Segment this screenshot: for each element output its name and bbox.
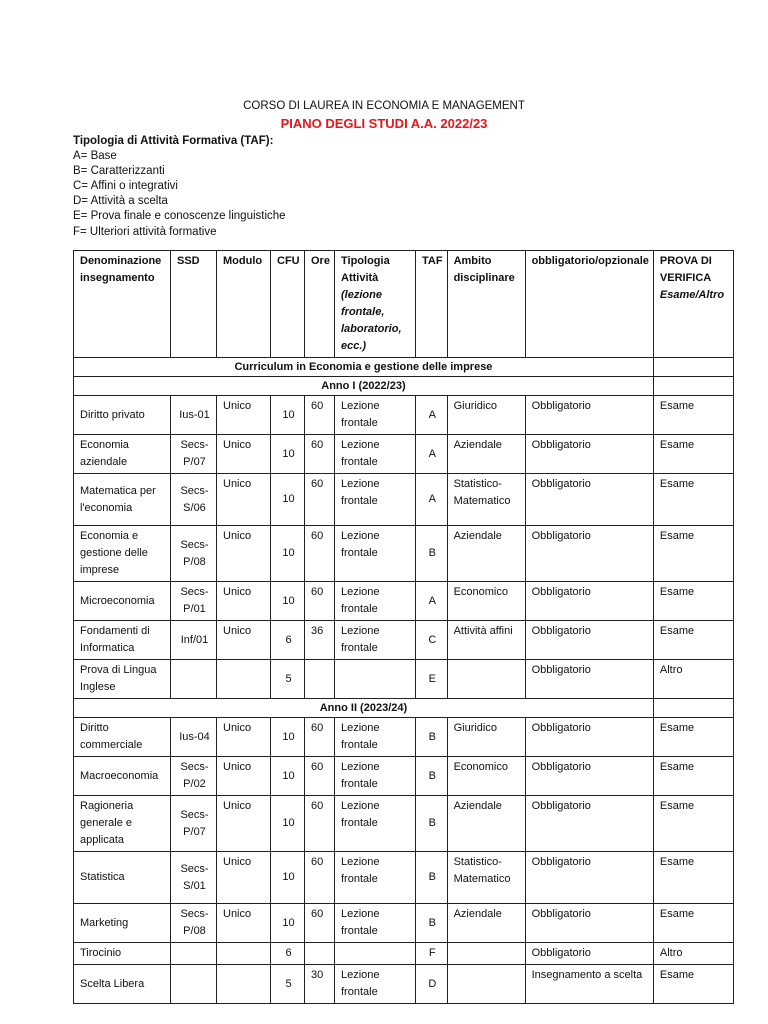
- cell-ambito: Attività affini: [447, 621, 525, 660]
- cell-cfu: 10: [271, 526, 305, 582]
- cell-name: Scelta Libera: [74, 965, 171, 1004]
- cell-prova: Esame: [653, 396, 733, 435]
- cell-ambito: Giuridico: [447, 396, 525, 435]
- header-ambito: Ambito disciplinare: [447, 251, 525, 358]
- cell-ambito: Giuridico: [447, 718, 525, 757]
- cell-ambito: Aziendale: [447, 796, 525, 852]
- cell-ambito: [447, 943, 525, 965]
- cell-ore: [305, 660, 335, 699]
- cell-modulo: [217, 943, 271, 965]
- study-plan-table: [73, 250, 734, 1004]
- cell-cfu: 10: [271, 718, 305, 757]
- cell-ambito: Economico: [447, 582, 525, 621]
- cell-taf: B: [416, 904, 448, 943]
- cell-cfu: 6: [271, 621, 305, 660]
- cell-ore: 60: [305, 904, 335, 943]
- cell-obbl: Obbligatorio: [525, 621, 653, 660]
- cell-ambito: [447, 965, 525, 1004]
- cell-ambito: Aziendale: [447, 526, 525, 582]
- taf-legend-item: F= Ulteriori attività formative: [73, 225, 217, 238]
- cell-tipologia: Lezione frontale: [335, 718, 416, 757]
- cell-tipologia: Lezione frontale: [335, 526, 416, 582]
- cell-taf: D: [416, 965, 448, 1004]
- cell-modulo: Unico: [217, 796, 271, 852]
- header-prova-label: PROVA DI VERIFICA: [659, 255, 712, 284]
- empty-cell: [653, 377, 733, 396]
- cell-ssd: Secs-S/01: [171, 852, 217, 904]
- table-row: [74, 526, 734, 582]
- cell-prova: Esame: [653, 582, 733, 621]
- cell-ssd: Secs-P/08: [171, 526, 217, 582]
- cell-modulo: Unico: [217, 474, 271, 526]
- cell-obbl: Obbligatorio: [525, 718, 653, 757]
- table-body: [74, 358, 734, 1004]
- cell-name: Fondamenti di Informatica: [74, 621, 171, 660]
- table-row: [74, 796, 734, 852]
- cell-modulo: Unico: [217, 435, 271, 474]
- cell-obbl: Obbligatorio: [525, 660, 653, 699]
- year-label: Anno I (2022/23): [74, 377, 654, 396]
- cell-cfu: 5: [271, 660, 305, 699]
- cell-tipologia: Lezione frontale: [335, 621, 416, 660]
- curriculum-label: Curriculum in Economia e gestione delle imprese: [74, 358, 654, 377]
- course-title: CORSO DI LAUREA IN ECONOMIA E MANAGEMENT: [243, 100, 525, 112]
- empty-cell: [653, 699, 733, 718]
- cell-taf: A: [416, 396, 448, 435]
- cell-taf: A: [416, 474, 448, 526]
- cell-modulo: [217, 660, 271, 699]
- cell-name: Microeconomia: [74, 582, 171, 621]
- cell-cfu: 10: [271, 796, 305, 852]
- cell-obbl: Obbligatorio: [525, 396, 653, 435]
- cell-modulo: Unico: [217, 757, 271, 796]
- cell-tipologia: Lezione frontale: [335, 904, 416, 943]
- cell-ssd: Secs-P/08: [171, 904, 217, 943]
- cell-prova: Altro: [653, 943, 733, 965]
- cell-ssd: Inf/01: [171, 621, 217, 660]
- header-cfu: CFU: [271, 251, 305, 358]
- header-tipologia: [335, 251, 416, 358]
- cell-ore: 60: [305, 396, 335, 435]
- cell-modulo: Unico: [217, 904, 271, 943]
- cell-prova: Esame: [653, 621, 733, 660]
- cell-ambito: [447, 660, 525, 699]
- cell-tipologia: Lezione frontale: [335, 396, 416, 435]
- cell-obbl: Obbligatorio: [525, 582, 653, 621]
- cell-obbl: Obbligatorio: [525, 526, 653, 582]
- table-row: [74, 904, 734, 943]
- table-row: [74, 965, 734, 1004]
- cell-prova: Esame: [653, 757, 733, 796]
- cell-ore: [305, 943, 335, 965]
- cell-obbl: Obbligatorio: [525, 435, 653, 474]
- header-prova-note: Esame/Altro: [659, 289, 725, 301]
- cell-cfu: 10: [271, 904, 305, 943]
- cell-tipologia: [335, 660, 416, 699]
- taf-legend-item: D= Attività a scelta: [73, 195, 168, 208]
- cell-taf: B: [416, 796, 448, 852]
- cell-ore: 60: [305, 435, 335, 474]
- taf-legend-item: A= Base: [73, 150, 117, 163]
- cell-name: Diritto commerciale: [74, 718, 171, 757]
- header-tipologia-label: Tipologia Attività: [341, 255, 390, 284]
- cell-cfu: 10: [271, 396, 305, 435]
- cell-modulo: Unico: [217, 852, 271, 904]
- cell-ssd: Ius-01: [171, 396, 217, 435]
- cell-taf: C: [416, 621, 448, 660]
- cell-tipologia: Lezione frontale: [335, 474, 416, 526]
- header-denominazione: Denominazione insegnamento: [74, 251, 171, 358]
- cell-cfu: 10: [271, 474, 305, 526]
- cell-cfu: 10: [271, 852, 305, 904]
- cell-taf: B: [416, 718, 448, 757]
- table-row: [74, 396, 734, 435]
- cell-ambito: Aziendale: [447, 435, 525, 474]
- cell-ambito: Economico: [447, 757, 525, 796]
- cell-ssd: Ius-04: [171, 718, 217, 757]
- cell-name: Diritto privato: [74, 396, 171, 435]
- cell-taf: E: [416, 660, 448, 699]
- cell-ore: 60: [305, 474, 335, 526]
- cell-name: Ragioneria generale e applicata: [74, 796, 171, 852]
- cell-cfu: 5: [271, 965, 305, 1004]
- cell-prova: Esame: [653, 718, 733, 757]
- cell-name: Matematica per l'economia: [74, 474, 171, 526]
- cell-modulo: Unico: [217, 621, 271, 660]
- cell-name: Macroeconomia: [74, 757, 171, 796]
- cell-prova: Altro: [653, 660, 733, 699]
- cell-ore: 60: [305, 796, 335, 852]
- cell-ssd: Secs-S/06: [171, 474, 217, 526]
- cell-ssd: Secs-P/07: [171, 796, 217, 852]
- cell-obbl: Obbligatorio: [525, 757, 653, 796]
- cell-prova: Esame: [653, 435, 733, 474]
- header-modulo: Modulo: [217, 251, 271, 358]
- cell-cfu: 6: [271, 943, 305, 965]
- header-prova: [653, 251, 733, 358]
- cell-ore: 36: [305, 621, 335, 660]
- table-header-row: [74, 251, 734, 358]
- cell-modulo: Unico: [217, 582, 271, 621]
- header-obbligatorio: obbligatorio/opzionale: [525, 251, 653, 358]
- year-label: Anno II (2023/24): [74, 699, 654, 718]
- taf-legend-item: B= Caratterizzanti: [73, 165, 165, 178]
- cell-taf: B: [416, 526, 448, 582]
- year-row: [74, 377, 734, 396]
- cell-obbl: Obbligatorio: [525, 796, 653, 852]
- study-plan-title: PIANO DEGLI STUDI A.A. 2022/23: [280, 116, 488, 131]
- table-row: [74, 852, 734, 904]
- cell-tipologia: Lezione frontale: [335, 582, 416, 621]
- cell-obbl: Obbligatorio: [525, 852, 653, 904]
- table-row: [74, 474, 734, 526]
- header-taf: TAF: [416, 251, 448, 358]
- cell-obbl: Insegnamento a scelta: [525, 965, 653, 1004]
- cell-tipologia: Lezione frontale: [335, 965, 416, 1004]
- cell-modulo: [217, 965, 271, 1004]
- cell-ore: 60: [305, 582, 335, 621]
- table-row: [74, 660, 734, 699]
- cell-tipologia: [335, 943, 416, 965]
- cell-prova: Esame: [653, 904, 733, 943]
- cell-ore: 30: [305, 965, 335, 1004]
- table-row: [74, 621, 734, 660]
- cell-prova: Esame: [653, 526, 733, 582]
- cell-name: Economia aziendale: [74, 435, 171, 474]
- taf-legend: [73, 134, 286, 240]
- cell-ore: 60: [305, 757, 335, 796]
- table-row: [74, 757, 734, 796]
- cell-modulo: Unico: [217, 396, 271, 435]
- cell-ssd: Secs-P/07: [171, 435, 217, 474]
- cell-taf: A: [416, 582, 448, 621]
- cell-prova: Esame: [653, 796, 733, 852]
- cell-name: Economia e gestione delle imprese: [74, 526, 171, 582]
- taf-legend-item: E= Prova finale e conoscenze linguistiche: [73, 210, 286, 223]
- table-row: [74, 435, 734, 474]
- cell-tipologia: Lezione frontale: [335, 757, 416, 796]
- cell-ambito: Statistico-Matematico: [447, 474, 525, 526]
- cell-ambito: Aziendale: [447, 904, 525, 943]
- taf-legend-title: Tipologia di Attività Formativa (TAF):: [73, 135, 274, 147]
- table-row: [74, 718, 734, 757]
- empty-cell: [653, 358, 733, 377]
- cell-name: Prova di Lingua Inglese: [74, 660, 171, 699]
- cell-obbl: Obbligatorio: [525, 943, 653, 965]
- header-tipologia-note: (lezione frontale, laboratorio, ecc.): [341, 289, 402, 352]
- cell-ore: 60: [305, 526, 335, 582]
- cell-ssd: [171, 660, 217, 699]
- cell-ore: 60: [305, 718, 335, 757]
- cell-prova: Esame: [653, 474, 733, 526]
- cell-name: Statistica: [74, 852, 171, 904]
- cell-taf: F: [416, 943, 448, 965]
- cell-ssd: [171, 943, 217, 965]
- cell-taf: B: [416, 852, 448, 904]
- cell-ambito: Statistico-Matematico: [447, 852, 525, 904]
- cell-ore: 60: [305, 852, 335, 904]
- curriculum-row: [74, 358, 734, 377]
- cell-ssd: Secs-P/01: [171, 582, 217, 621]
- cell-obbl: Obbligatorio: [525, 474, 653, 526]
- cell-ssd: [171, 965, 217, 1004]
- year-row: [74, 699, 734, 718]
- cell-taf: B: [416, 757, 448, 796]
- header-ssd: SSD: [171, 251, 217, 358]
- cell-prova: Esame: [653, 852, 733, 904]
- cell-modulo: Unico: [217, 526, 271, 582]
- table-row: [74, 943, 734, 965]
- taf-legend-item: C= Affini o integrativi: [73, 180, 178, 193]
- cell-ssd: Secs-P/02: [171, 757, 217, 796]
- cell-cfu: 10: [271, 435, 305, 474]
- cell-name: Tirocinio: [74, 943, 171, 965]
- cell-taf: A: [416, 435, 448, 474]
- cell-cfu: 10: [271, 757, 305, 796]
- cell-cfu: 10: [271, 582, 305, 621]
- cell-modulo: Unico: [217, 718, 271, 757]
- cell-obbl: Obbligatorio: [525, 904, 653, 943]
- cell-name: Marketing: [74, 904, 171, 943]
- table-row: [74, 582, 734, 621]
- cell-tipologia: Lezione frontale: [335, 796, 416, 852]
- cell-prova: Esame: [653, 965, 733, 1004]
- cell-tipologia: Lezione frontale: [335, 852, 416, 904]
- cell-tipologia: Lezione frontale: [335, 435, 416, 474]
- header-ore: Ore: [305, 251, 335, 358]
